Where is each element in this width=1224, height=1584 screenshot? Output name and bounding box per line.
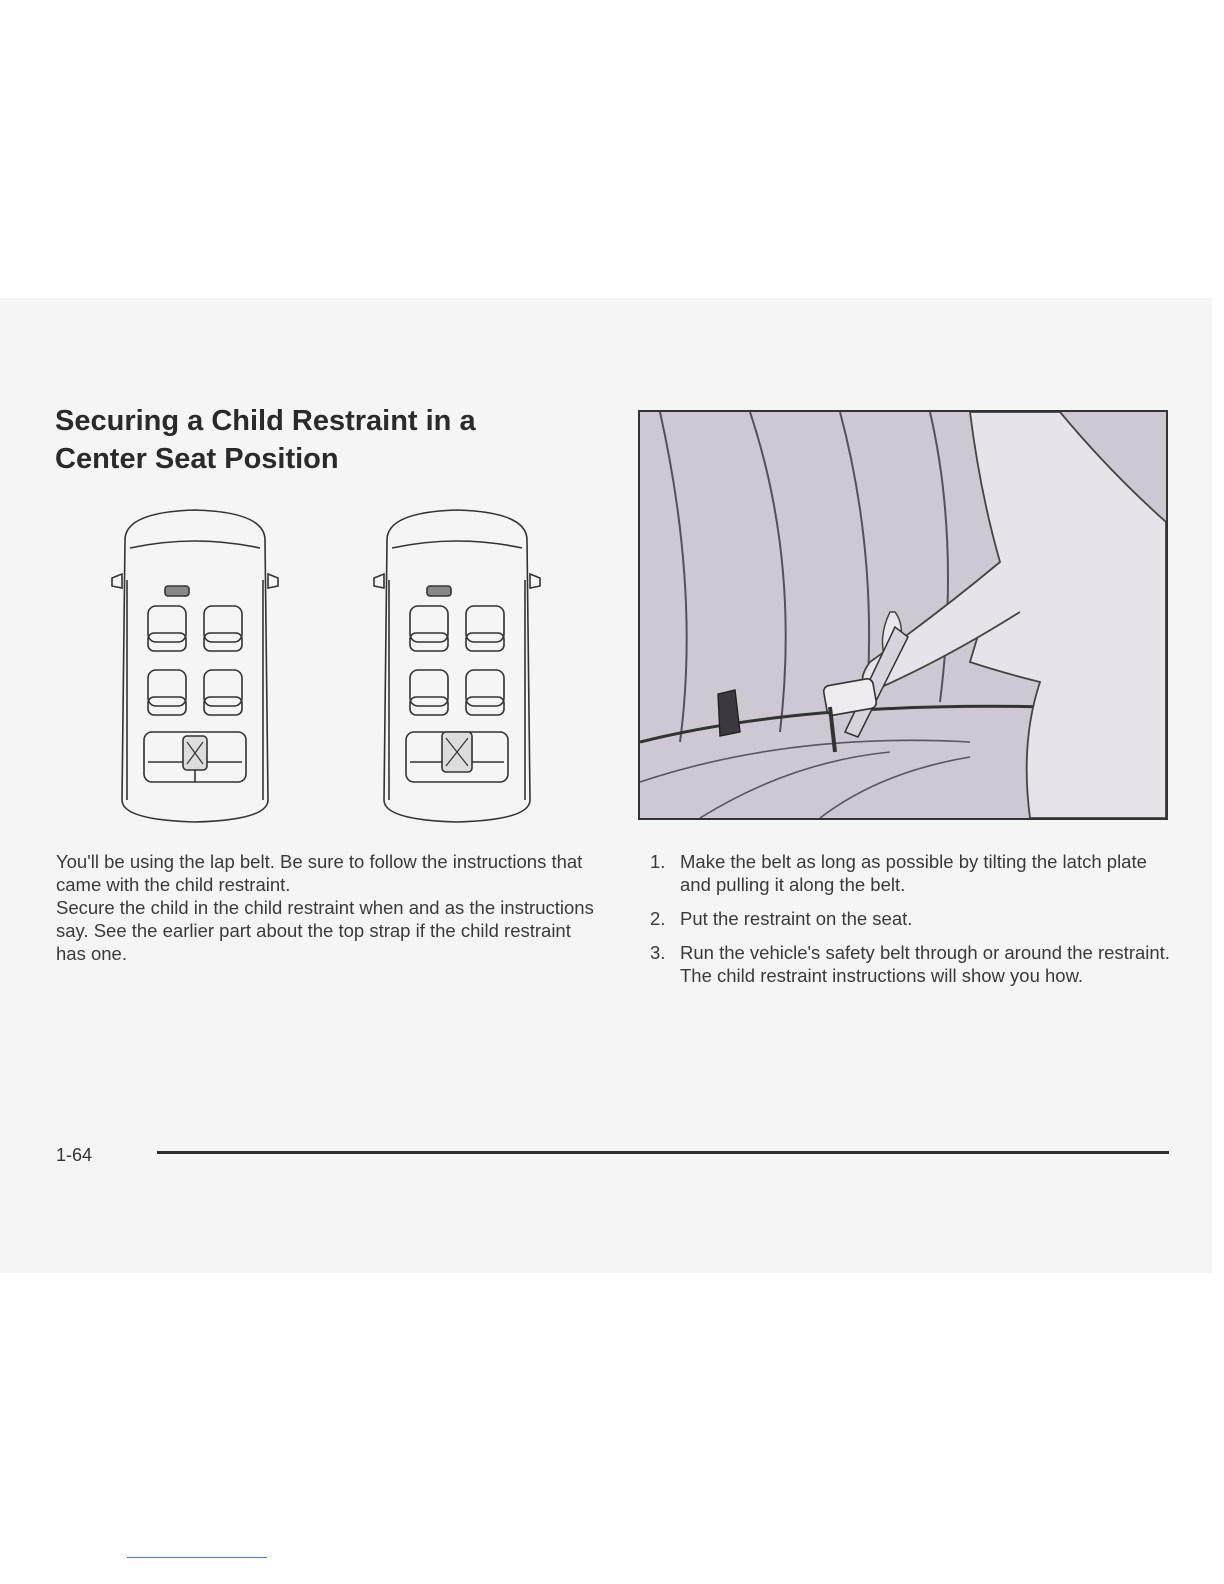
intro-text (56, 850, 601, 965)
seat-row-2 (410, 670, 504, 715)
step-number: 3. (650, 942, 666, 963)
vehicle-seating-diagram-icon (100, 500, 560, 830)
page-title (55, 402, 476, 478)
title-line-1: Securing a Child Restraint in a (55, 405, 476, 437)
vehicle-diagram-right (374, 510, 540, 822)
page-number: 1-64 (56, 1145, 93, 1165)
footer-divider (157, 1151, 1169, 1154)
bench-seat (406, 732, 508, 782)
seatbelt-illustration (638, 410, 1168, 820)
step-item (650, 941, 1175, 987)
seat-row-1 (410, 606, 504, 651)
intro-paragraph-2: Secure the child in the child restraint when and as the instructions say. See the earlier part about the top strap if the child restraint has one. (56, 897, 594, 964)
step-text: Run the vehicle's safety belt through or around the restraint. The child restraint instructions will show you how. (680, 942, 1170, 986)
step-item (650, 907, 1175, 930)
link-underline[interactable] (127, 1557, 267, 1558)
title-line-2: Center Seat Position (55, 443, 339, 475)
seatbelt-illustration-art (640, 412, 1166, 818)
intro-paragraph-1: You'll be using the lap belt. Be sure to follow the instructions that came with the child restraint. (56, 851, 583, 895)
step-text: Make the belt as long as possible by tilting the latch plate and pulling it along the belt. (680, 851, 1147, 895)
step-item (650, 850, 1175, 896)
vehicle-diagram-left (112, 510, 278, 822)
step-text: Put the restraint on the seat. (680, 908, 913, 929)
bench-seat (144, 732, 246, 782)
seat-row-2 (148, 670, 242, 715)
step-number: 2. (650, 908, 666, 929)
steps-list (650, 850, 1175, 998)
step-number: 1. (650, 851, 666, 872)
seat-row-1 (148, 606, 242, 651)
